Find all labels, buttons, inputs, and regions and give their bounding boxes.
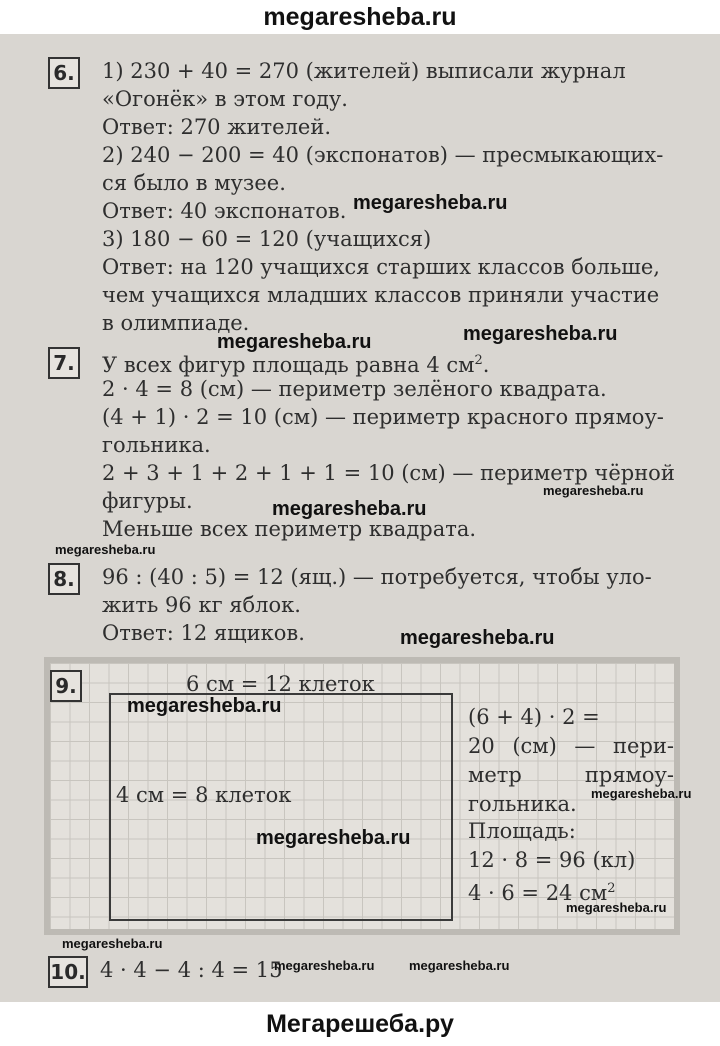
task-7-line-1-text: У всех фигур площадь равна 4 см (102, 353, 475, 377)
rectangle-height-label: 4 см = 8 клеток (116, 783, 292, 807)
task-7-line-6: фигуры. (102, 489, 193, 513)
watermark-7: megaresheba.ru (400, 627, 555, 649)
task-7-line-1: У всех фигур площадь равна 4 $см^2$. (102, 353, 490, 377)
task-9-number: 9. (50, 670, 82, 702)
task-9-calc-line-3: метр прямоу- (468, 763, 674, 787)
task-6-line-4: 2) 240 − 200 = 40 (экспонатов) — пресмыкающих- (102, 143, 664, 167)
task-6-number: 6. (48, 57, 80, 89)
square-superscript: 2 (474, 353, 483, 368)
site-header[interactable]: megaresheba.ru (0, 0, 720, 34)
watermark-4: megaresheba.ru (543, 483, 644, 498)
site-footer[interactable]: Мегарешеба.ру (0, 1002, 720, 1043)
task-8-line-2: жить 96 кг яблок. (102, 593, 301, 617)
watermark-13: megaresheba.ru (274, 958, 375, 973)
task-7-line-3: (4 + 1) · 2 = 10 (см) — периметр красного прямоу- (102, 405, 664, 429)
task-10-number: 10. (48, 956, 88, 988)
task-7-number: 7. (48, 347, 80, 379)
task-7-line-4: гольника. (102, 433, 211, 457)
task-9-calc-line-4: гольника. (468, 792, 577, 816)
task-6-line-2: «Огонёк» в этом году. (102, 87, 348, 111)
task-6-line-7: 3) 180 − 60 = 120 (учащихся) (102, 227, 432, 251)
task-9-calc-line-2: 20 (см) — пери- (468, 734, 674, 758)
watermark-11: megaresheba.ru (566, 900, 667, 915)
task-6-line-3: Ответ: 270 жителей. (102, 115, 332, 139)
task-10-expression: 4 · 4 − 4 : 4 = 15 (100, 958, 283, 982)
task-8-number: 8. (48, 563, 80, 595)
task-6-line-5: ся было в музее. (102, 171, 286, 195)
task-9-calc-line-5: Площадь: (468, 819, 576, 843)
task-6-line-9: чем учащихся младших классов приняли участие (102, 283, 660, 307)
watermark-5: megaresheba.ru (272, 498, 427, 520)
task-8-line-3: Ответ: 12 ящиков. (102, 621, 305, 645)
task-6-line-8: Ответ: на 120 учащихся старших классов больше, (102, 255, 660, 279)
watermark-2: megaresheba.ru (217, 331, 372, 353)
task-7-line-5: 2 + 3 + 1 + 2 + 1 + 1 = 10 (см) — периметр чёрной (102, 461, 675, 485)
task-9-area-text: 4 · 6 = 24 см (468, 881, 608, 905)
watermark-9: megaresheba.ru (591, 786, 692, 801)
task-6-line-6: Ответ: 40 экспонатов. (102, 199, 347, 223)
watermark-6: megaresheba.ru (55, 542, 156, 557)
watermark-1: megaresheba.ru (353, 192, 508, 214)
task-6-line-1: 1) 230 + 40 = 270 (жителей) выписали журнал (102, 59, 626, 83)
watermark-10: megaresheba.ru (256, 827, 411, 849)
rectangle-width-label: 6 см = 12 клеток (186, 672, 375, 696)
square-superscript-2: 2 (607, 881, 616, 896)
task-9-calc-line-6: 12 · 8 = 96 (кл) (468, 848, 636, 872)
watermark-14: megaresheba.ru (409, 958, 510, 973)
task-6-line-10: в олимпиаде. (102, 311, 250, 335)
task-9-calc-line-1: (6 + 4) · 2 = (468, 705, 600, 729)
task-7-line-7: Меньше всех периметр квадрата. (102, 517, 477, 541)
watermark-3: megaresheba.ru (463, 323, 618, 345)
task-8-line-1: 96 : (40 : 5) = 12 (ящ.) — потребуется, чтобы уло- (102, 565, 652, 589)
task-7-line-2: 2 · 4 = 8 (см) — периметр зелёного квадрата. (102, 377, 607, 401)
watermark-12: megaresheba.ru (62, 936, 163, 951)
watermark-8: megaresheba.ru (127, 695, 282, 717)
